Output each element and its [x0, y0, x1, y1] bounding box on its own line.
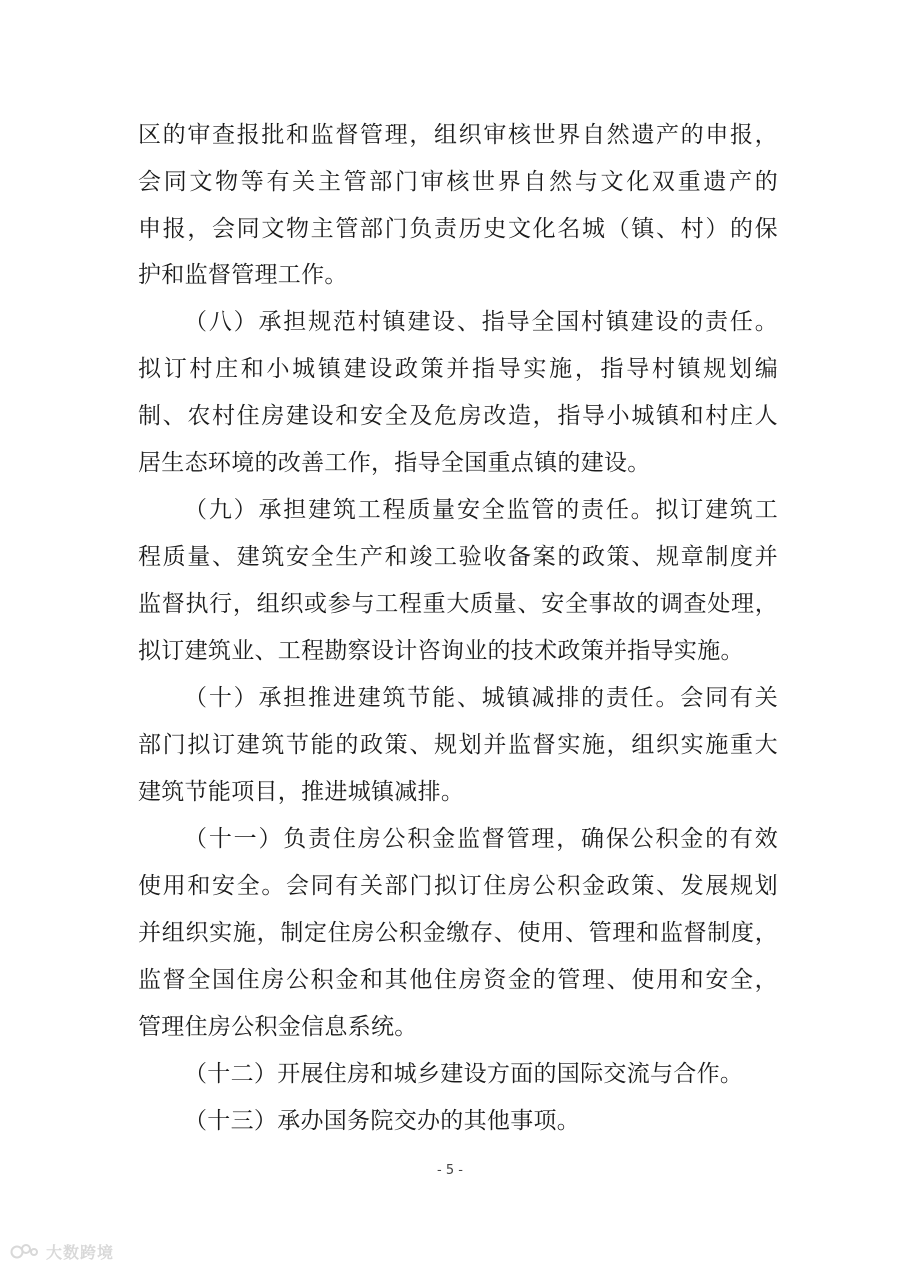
text-line: （十二）开展住房和城乡建设方面的国际交流与合作。 [184, 1061, 744, 1087]
page-number: - 5 - [437, 1163, 463, 1178]
text-line: 管理住房公积金信息系统。 [138, 1014, 418, 1040]
text-line: （九）承担建筑工程质量安全监管的责任。拟订建筑工 [184, 497, 778, 523]
watermark-text: 大数跨境 [46, 1242, 115, 1262]
text-line: 使用和安全。会同有关部门拟订住房公积金政策、发展规划 [138, 873, 778, 899]
text-line: 建筑节能项目，推进城镇减排。 [138, 779, 465, 805]
text-line: 并组织实施，制定住房公积金缴存、使用、管理和监督制度， [138, 920, 778, 946]
text-line: 拟订村庄和小城镇建设政策并指导实施，指导村镇规划编 [138, 356, 778, 382]
text-line: （十）承担推进建筑节能、城镇减排的责任。会同有关 [184, 685, 778, 711]
text-line: 申报，会同文物主管部门负责历史文化名城（镇、村）的保 [138, 216, 778, 242]
text-line: 程质量、建筑安全生产和竣工验收备案的政策、规章制度并 [138, 544, 778, 570]
text-line: 制、农村住房建设和安全及危房改造，指导小城镇和村庄人 [138, 403, 778, 429]
text-line: （十一）负责住房公积金监督管理，确保公积金的有效 [184, 826, 778, 852]
text-line: 部门拟订建筑节能的政策、规划并监督实施，组织实施重大 [138, 732, 778, 758]
text-line: 居生态环境的改善工作，指导全国重点镇的建设。 [138, 450, 651, 476]
text-line: （十三）承办国务院交办的其他事项。 [184, 1108, 581, 1134]
text-line: 会同文物等有关主管部门审核世界自然与文化双重遗产的 [138, 169, 778, 195]
watermark-logo-icon [10, 1241, 40, 1261]
watermark [10, 1240, 114, 1262]
text-line: 监督执行，组织或参与工程重大质量、安全事故的调查处理， [138, 591, 778, 617]
text-line: 区的审查报批和监督管理，组织审核世界自然遗产的申报， [138, 122, 778, 148]
text-line: 拟订建筑业、工程勘察设计咨询业的技术政策并指导实施。 [138, 638, 744, 664]
text-line: 护和监督管理工作。 [138, 262, 348, 288]
text-line: （八）承担规范村镇建设、指导全国村镇建设的责任。 [184, 309, 778, 335]
text-line: 监督全国住房公积金和其他住房资金的管理、使用和安全， [138, 967, 778, 993]
